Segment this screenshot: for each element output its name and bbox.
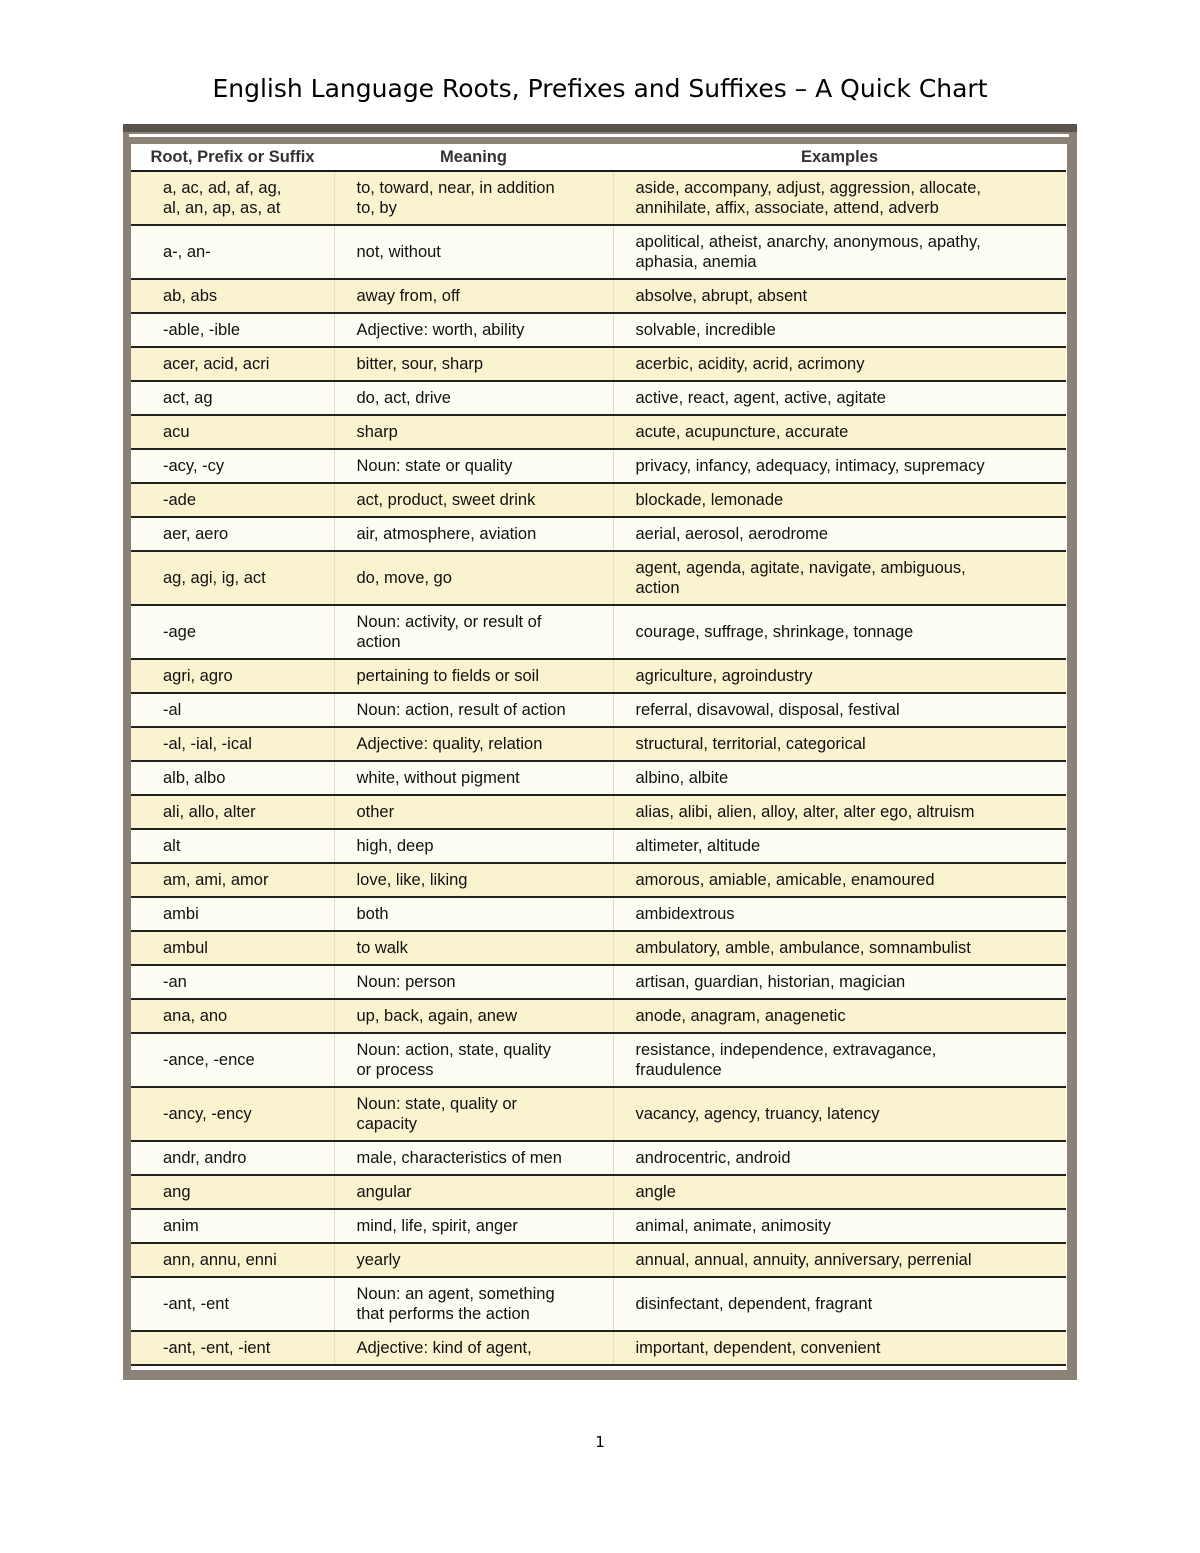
table-row [131,483,1066,517]
cell-root: andr, andro [131,1141,334,1175]
table-row [131,795,1066,829]
cell-examples: aside, accompany, adjust, aggression, allocate, annihilate, affix, associate, attend, adverb [613,171,1066,225]
cell-root: agri, agro [131,659,334,693]
cell-root: -able, -ible [131,313,334,347]
cell-meaning: high, deep [334,829,613,863]
cell-examples: amorous, amiable, amicable, enamoured [613,863,1066,897]
table-row [131,517,1066,551]
cell-meaning: Adjective: quality, relation [334,727,613,761]
cell-meaning: yearly [334,1243,613,1277]
table-header-row [131,144,1066,171]
table-row [131,381,1066,415]
table-row [131,1209,1066,1243]
table-container [131,144,1067,1370]
cell-examples: active, react, agent, active, agitate [613,381,1066,415]
cell-examples: artisan, guardian, historian, magician [613,965,1066,999]
cell-meaning: to, toward, near, in addition to, by [334,171,613,225]
cell-root: a-, an- [131,225,334,279]
cell-meaning: act, product, sweet drink [334,483,613,517]
cell-meaning: Adjective: kind of agent, [334,1331,613,1365]
cell-root: -ade [131,483,334,517]
cell-root: ana, ano [131,999,334,1033]
cell-meaning: Noun: state, quality or capacity [334,1087,613,1141]
cell-root: act, ag [131,381,334,415]
table-row [131,727,1066,761]
cell-meaning: up, back, again, anew [334,999,613,1033]
column-header-meaning: Meaning [334,144,613,171]
column-header-root: Root, Prefix or Suffix [131,144,334,171]
cell-meaning: air, atmosphere, aviation [334,517,613,551]
cell-meaning: love, like, liking [334,863,613,897]
cell-meaning: male, characteristics of men [334,1141,613,1175]
cell-meaning: Noun: an agent, something that performs the action [334,1277,613,1331]
cell-meaning: Noun: person [334,965,613,999]
table-row [131,1175,1066,1209]
table-row [131,551,1066,605]
cell-root: ab, abs [131,279,334,313]
cell-root: -ant, -ent, -ient [131,1331,334,1365]
table-row [131,1141,1066,1175]
cell-meaning: Noun: action, state, quality or process [334,1033,613,1087]
cell-meaning: sharp [334,415,613,449]
cell-root: acer, acid, acri [131,347,334,381]
table-row [131,1277,1066,1331]
cell-examples: resistance, independence, extravagance, fraudulence [613,1033,1066,1087]
document-title: English Language Roots, Prefixes and Suffixes – A Quick Chart [212,74,988,103]
cell-examples: solvable, incredible [613,313,1066,347]
cell-examples: referral, disavowal, disposal, festival [613,693,1066,727]
cell-root: alt [131,829,334,863]
cell-examples: blockade, lemonade [613,483,1066,517]
table-row [131,605,1066,659]
cell-meaning: both [334,897,613,931]
cell-root: ag, agi, ig, act [131,551,334,605]
cell-root: -ancy, -ency [131,1087,334,1141]
table-row [131,449,1066,483]
cell-examples: agent, agenda, agitate, navigate, ambiguous, action [613,551,1066,605]
cell-meaning: away from, off [334,279,613,313]
table-row [131,347,1066,381]
cell-examples: annual, annual, annuity, anniversary, perrenial [613,1243,1066,1277]
cell-examples: apolitical, atheist, anarchy, anonymous, apathy, aphasia, anemia [613,225,1066,279]
cell-examples: absolve, abrupt, absent [613,279,1066,313]
cell-root: aer, aero [131,517,334,551]
cell-meaning: bitter, sour, sharp [334,347,613,381]
cell-examples: animal, animate, animosity [613,1209,1066,1243]
table-frame-inner-line [129,134,1069,137]
cell-examples: albino, albite [613,761,1066,795]
table-row [131,1331,1066,1365]
column-header-examples: Examples [613,144,1066,171]
cell-root: acu [131,415,334,449]
cell-root: ang [131,1175,334,1209]
table-row [131,415,1066,449]
cell-meaning: mind, life, spirit, anger [334,1209,613,1243]
cell-examples: anode, anagram, anagenetic [613,999,1066,1033]
cell-examples: acerbic, acidity, acrid, acrimony [613,347,1066,381]
table-row [131,999,1066,1033]
cell-root: alb, albo [131,761,334,795]
table-frame-top-border [123,124,1077,132]
cell-meaning: Noun: state or quality [334,449,613,483]
cell-examples: courage, suffrage, shrinkage, tonnage [613,605,1066,659]
table-row [131,1087,1066,1141]
cell-meaning: not, without [334,225,613,279]
page-number: 1 [595,1433,605,1451]
cell-examples: privacy, infancy, adequacy, intimacy, supremacy [613,449,1066,483]
cell-examples: altimeter, altitude [613,829,1066,863]
table-row [131,313,1066,347]
cell-root: anim [131,1209,334,1243]
cell-root: ambi [131,897,334,931]
cell-examples: angle [613,1175,1066,1209]
cell-examples: alias, alibi, alien, alloy, alter, alter ego, altruism [613,795,1066,829]
cell-meaning: Adjective: worth, ability [334,313,613,347]
table-row [131,965,1066,999]
cell-examples: disinfectant, dependent, fragrant [613,1277,1066,1331]
table-row [131,761,1066,795]
cell-root: -ant, -ent [131,1277,334,1331]
cell-root: -acy, -cy [131,449,334,483]
cell-root: a, ac, ad, af, ag, al, an, ap, as, at [131,171,334,225]
table-row [131,225,1066,279]
cell-root: ambul [131,931,334,965]
table-body [131,171,1066,1365]
table-row [131,279,1066,313]
cell-examples: important, dependent, convenient [613,1331,1066,1365]
cell-meaning: angular [334,1175,613,1209]
cell-meaning: Noun: action, result of action [334,693,613,727]
table-row [131,171,1066,225]
cell-meaning: Noun: activity, or result of action [334,605,613,659]
cell-meaning: other [334,795,613,829]
cell-root: -al [131,693,334,727]
cell-examples: ambidextrous [613,897,1066,931]
table-row [131,829,1066,863]
cell-examples: acute, acupuncture, accurate [613,415,1066,449]
table-row [131,693,1066,727]
cell-meaning: pertaining to fields or soil [334,659,613,693]
cell-examples: aerial, aerosol, aerodrome [613,517,1066,551]
table-row [131,931,1066,965]
cell-examples: ambulatory, amble, ambulance, somnambulist [613,931,1066,965]
cell-examples: androcentric, android [613,1141,1066,1175]
cell-root: ali, allo, alter [131,795,334,829]
roots-table [131,144,1066,1366]
table-row [131,659,1066,693]
table-row [131,1033,1066,1087]
cell-root: -age [131,605,334,659]
cell-root: am, ami, amor [131,863,334,897]
cell-root: -an [131,965,334,999]
table-row [131,897,1066,931]
cell-examples: vacancy, agency, truancy, latency [613,1087,1066,1141]
cell-examples: agriculture, agroindustry [613,659,1066,693]
cell-root: -ance, -ence [131,1033,334,1087]
cell-meaning: to walk [334,931,613,965]
cell-meaning: do, move, go [334,551,613,605]
cell-examples: structural, territorial, categorical [613,727,1066,761]
table-row [131,863,1066,897]
table-row [131,1243,1066,1277]
cell-root: ann, annu, enni [131,1243,334,1277]
cell-meaning: white, without pigment [334,761,613,795]
cell-root: -al, -ial, -ical [131,727,334,761]
cell-meaning: do, act, drive [334,381,613,415]
